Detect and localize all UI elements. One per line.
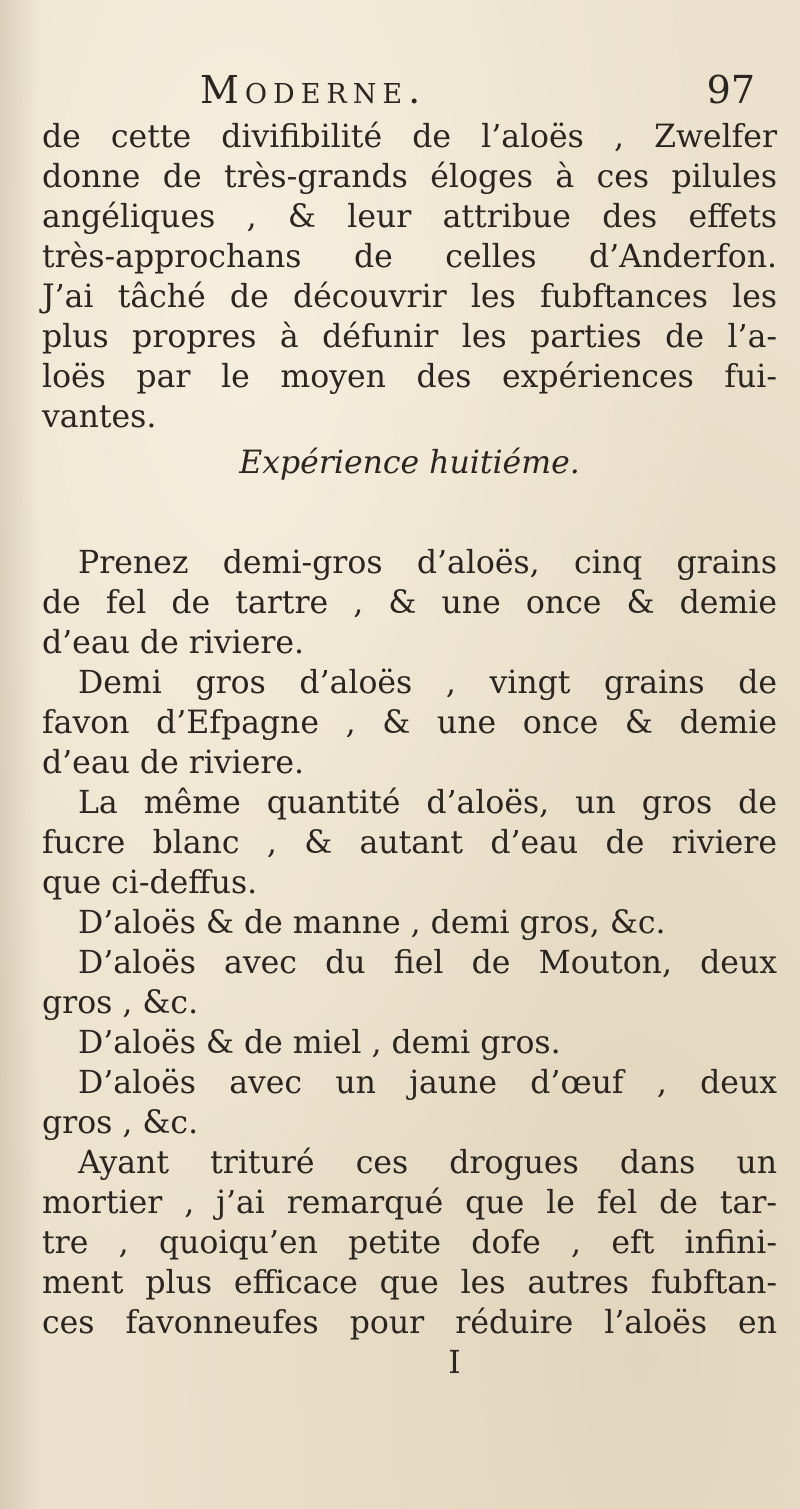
text-line: très-approchans de celles d’Anderfon.	[42, 239, 777, 275]
section-heading: Expérience huitiéme.	[239, 445, 580, 481]
gutter-shadow	[0, 0, 40, 1509]
running-head	[200, 68, 760, 118]
text-line: favon d’Efpagne , & une once & demie	[42, 705, 777, 741]
text-line: D’aloës avec un jaune d’œuf , deux	[78, 1065, 777, 1101]
text-line: d’eau de riviere.	[42, 625, 305, 661]
text-line: ces favonneufes pour réduire l’aloës en	[42, 1305, 777, 1341]
text-line: mortier , j’ai remarqué que le fel de tar-	[42, 1185, 777, 1221]
text-line: vantes.	[42, 399, 157, 435]
text-line: angéliques , & leur attribue des effets	[42, 199, 777, 235]
text-line: d’eau de riviere.	[42, 745, 305, 781]
text-line: ment plus efficace que les autres fubftan-	[42, 1265, 777, 1301]
text-line: J’ai tâché de découvrir les fubftances les	[42, 279, 777, 315]
signature-mark: I	[448, 1345, 461, 1381]
text-line: de fel de tartre , & une once & demie	[42, 585, 777, 621]
text-line: D’aloës avec du fiel de Mouton, deux	[78, 945, 777, 981]
main-text	[42, 117, 777, 1383]
text-line: Demi gros d’aloës , vingt grains de	[78, 665, 777, 701]
text-line: La même quantité d’aloës, un gros de	[78, 785, 777, 821]
text-line: D’aloës & de miel , demi gros.	[78, 1025, 561, 1061]
page-number: 97	[706, 68, 755, 112]
text-line: D’aloës & de manne , demi gros, &c.	[78, 905, 666, 941]
text-line: fucre blanc , & autant d’eau de riviere	[42, 825, 777, 861]
text-line: tre , quoiqu’en petite dofe , eft infini-	[42, 1225, 777, 1261]
text-line: plus propres à défunir les parties de l’a-	[42, 319, 777, 355]
text-line: donne de très-grands éloges à ces pilules	[42, 159, 777, 195]
running-head-title: Moderne.	[200, 68, 427, 112]
text-line: de cette divifibilité de l’aloës , Zwelfer	[42, 119, 777, 155]
text-line: que ci-deffus.	[42, 865, 258, 901]
text-line: loës par le moyen des expériences fui-	[42, 359, 777, 395]
text-line: gros , &c.	[42, 985, 199, 1021]
text-line: Ayant trituré ces drogues dans un	[78, 1145, 777, 1181]
text-line: gros , &c.	[42, 1105, 199, 1141]
text-line: Prenez demi-gros d’aloës, cinq grains	[78, 545, 777, 581]
